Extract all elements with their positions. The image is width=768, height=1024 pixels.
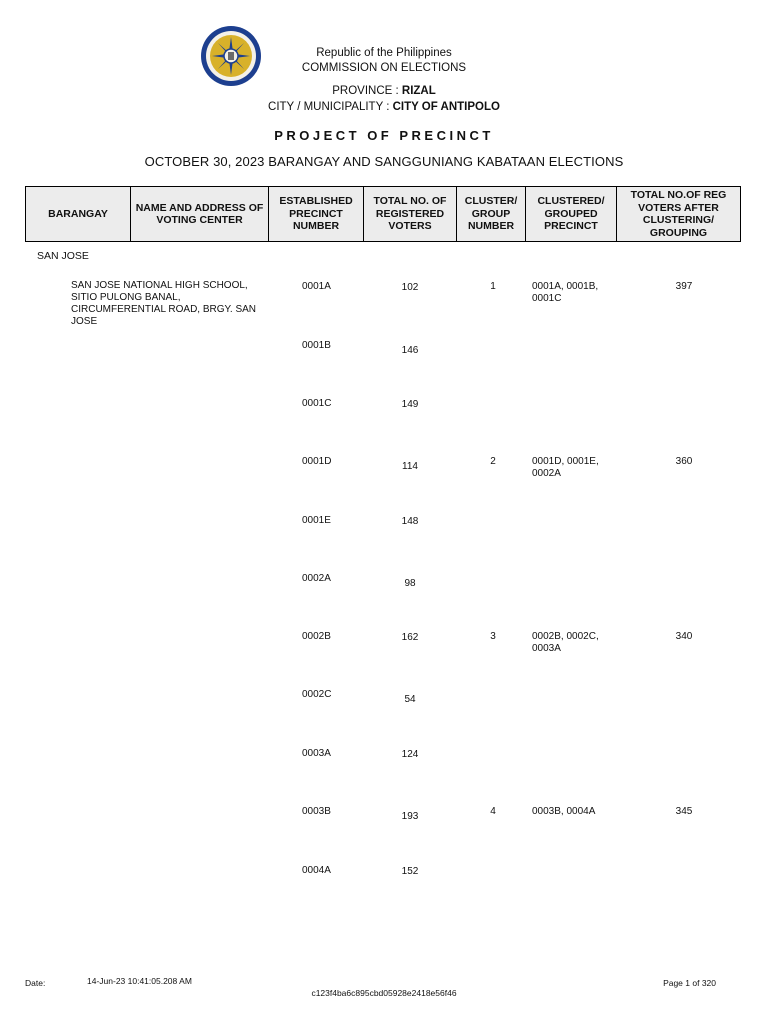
precinct-number: 0001C	[302, 398, 332, 409]
registered-voters: 146	[401, 345, 419, 356]
total-after-clustering: 397	[675, 281, 693, 292]
header-commission: COMMISSION ON ELECTIONS	[301, 62, 467, 74]
page-subtitle: OCTOBER 30, 2023 BARANGAY AND SANGGUNIANG KABATAAN ELECTIONS	[144, 154, 624, 169]
col-registered-voters: TOTAL NO. OF REGISTERED VOTERS	[364, 187, 457, 241]
registered-voters: 124	[401, 749, 419, 760]
precinct-number: 0003A	[302, 748, 331, 759]
col-voting-center: NAME AND ADDRESS OF VOTING CENTER	[131, 187, 269, 241]
registered-voters: 102	[401, 282, 419, 293]
col-barangay: BARANGAY	[26, 187, 131, 241]
total-after-clustering: 340	[675, 631, 693, 642]
col-clustered-precinct: CLUSTERED/ GROUPED PRECINCT	[526, 187, 617, 241]
col-precinct-number: ESTABLISHED PRECINCT NUMBER	[269, 187, 364, 241]
header-republic: Republic of the Philippines	[316, 47, 452, 59]
col-cluster-number: CLUSTER/ GROUP NUMBER	[457, 187, 526, 241]
clustered-precinct: 0003B, 0004A	[532, 806, 596, 817]
header-province	[0, 84, 768, 98]
registered-voters: 54	[404, 694, 416, 705]
header-city	[0, 100, 768, 114]
footer-hash: c123f4ba6c895cbd05928e2418e56f46	[311, 988, 457, 998]
precinct-number: 0001D	[302, 456, 332, 467]
precinct-number: 0002B	[302, 631, 331, 642]
province-value: RIZAL	[401, 85, 436, 97]
registered-voters: 162	[401, 632, 419, 643]
col-total-after-clustering: TOTAL NO.OF REG VOTERS AFTER CLUSTERING/ GROUPING	[630, 189, 727, 239]
registered-voters: 152	[401, 866, 419, 877]
registered-voters: 98	[404, 578, 416, 589]
page-title: PROJECT OF PRECINCT	[274, 128, 494, 143]
footer-date-value: 14-Jun-23 10:41:05.208 AM	[87, 976, 192, 986]
registered-voters: 193	[401, 811, 419, 822]
precinct-number: 0002A	[302, 573, 331, 584]
total-after-clustering: 345	[675, 806, 693, 817]
precinct-number: 0001B	[302, 340, 331, 351]
precinct-number: 0001A	[302, 281, 331, 292]
province-label: PROVINCE :	[332, 85, 402, 97]
voting-center-name: SAN JOSE NATIONAL HIGH SCHOOL, SITIO PULONG BANAL, CIRCUMFERENTIAL ROAD, BRGY. SAN JOSE	[71, 280, 257, 327]
cluster-number: 4	[490, 806, 496, 817]
registered-voters: 148	[401, 516, 419, 527]
precinct-number: 0002C	[302, 689, 332, 700]
total-after-clustering: 360	[675, 456, 693, 467]
cluster-number: 2	[490, 456, 496, 467]
footer-date-label: Date:	[25, 978, 46, 988]
table-header	[25, 186, 741, 242]
cluster-number: 3	[490, 631, 496, 642]
city-value: CITY OF ANTIPOLO	[392, 101, 500, 113]
clustered-precinct: 0002B, 0002C, 0003A	[532, 631, 599, 654]
footer-page-number: Page 1 of 320	[663, 978, 716, 988]
precinct-number: 0001E	[302, 515, 331, 526]
barangay-name: SAN JOSE	[37, 250, 89, 262]
precinct-number: 0004A	[302, 865, 331, 876]
registered-voters: 149	[401, 399, 419, 410]
precinct-number: 0003B	[302, 806, 331, 817]
city-label: CITY / MUNICIPALITY :	[268, 101, 393, 113]
clustered-precinct: 0001D, 0001E, 0002A	[532, 456, 599, 479]
cluster-number: 1	[490, 281, 496, 292]
clustered-precinct: 0001A, 0001B, 0001C	[532, 281, 599, 304]
registered-voters: 114	[402, 461, 418, 472]
